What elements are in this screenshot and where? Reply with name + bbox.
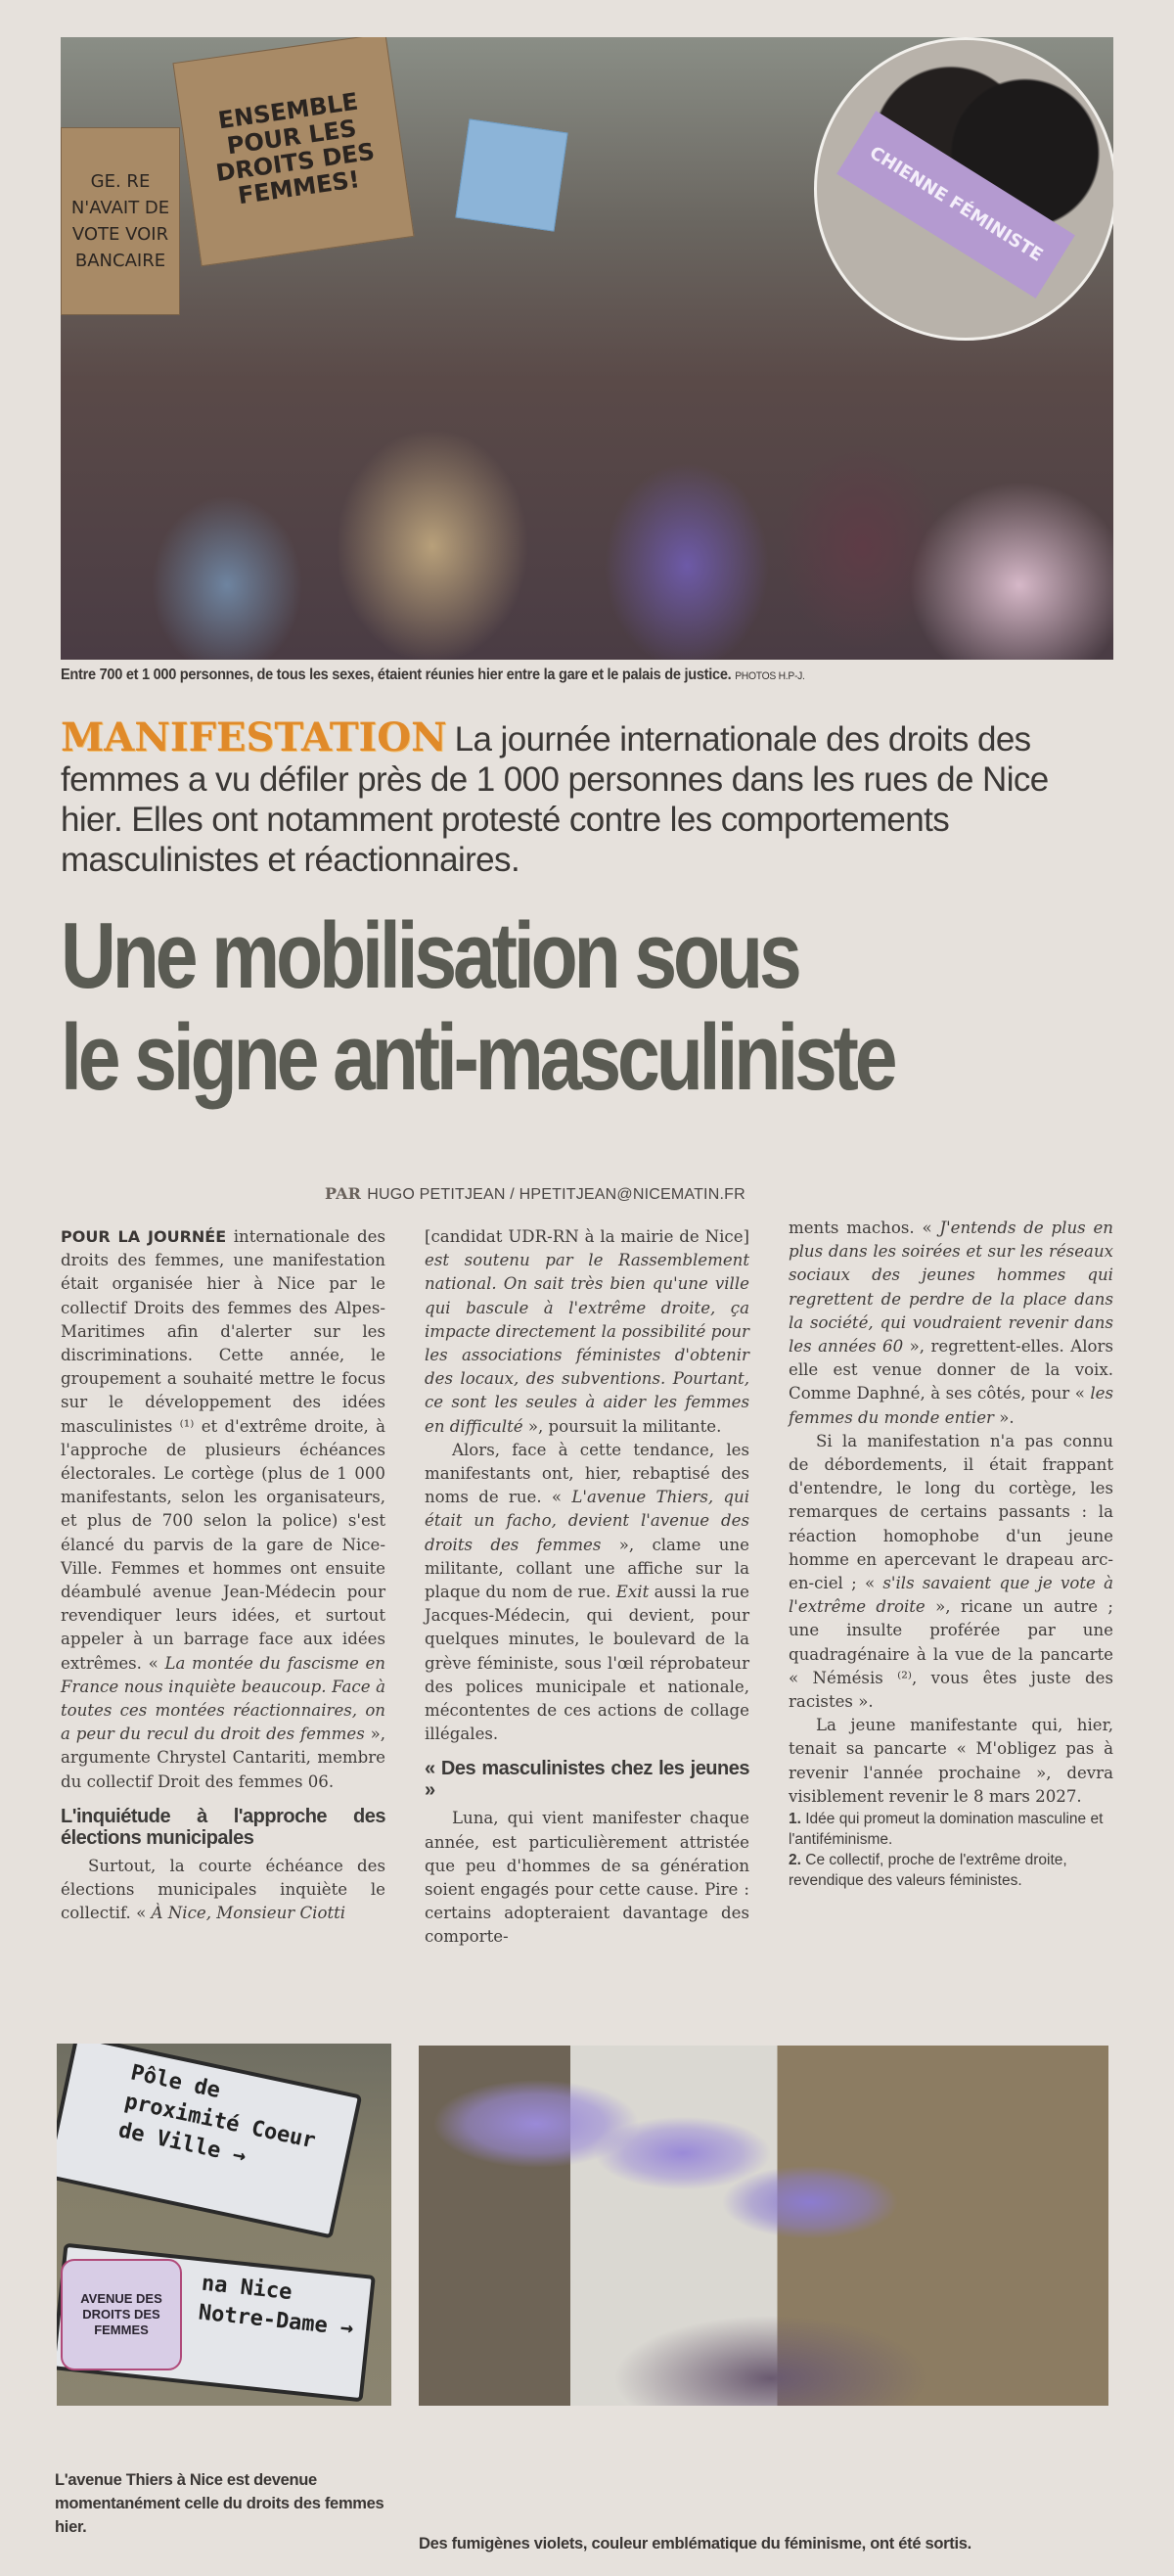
- photo-credit: PHOTOS H.P-J.: [735, 670, 805, 682]
- paragraph: Luna, qui vient manifester chaque année, est particulièrement attristée que peu d'hommes de sa génération soient engagés pour cette cause. Pire : certains adopteraient davantage des comporte-: [425, 1809, 749, 1947]
- paragraph: ments machos. « J'entends de plus en plus dans les soirées et sur les réseaux sociaux des jeunes hommes qui regrettent de perdre de la place dans la société, qui voudraient revenir dans les années 60 », regrettent-elles. Alors elle est venue donner de la voix. Comme Daphné, à ses côtés, pour « les femmes du monde entier ».: [789, 1219, 1113, 1427]
- page-title: [61, 905, 935, 1109]
- chapo-text: La journée internationale des droits des femmes a vu défiler près de 1 000 personnes dans les rues de Nice hier. Elles ont notamment protesté contre les comportements masculinistes et réactionnaires.: [61, 720, 1049, 879]
- subhead: « Des masculinistes chez les jeunes »: [425, 1758, 749, 1802]
- paragraph: Si la manifestation n'a pas connu de débordements, il était frappant d'entendre, le long du cortège, les remarques de certains passants : la réaction homophobe d'un jeune homme en apercevant le drapeau arc-en-ciel ; « s'ils savaient que je vote à l'extrême droite », ricane un autre ; une insulte proférée par une quadragénaire à la vue de la pancarte « Némésis ⁽²⁾, vous êtes juste des racistes ».: [789, 1431, 1113, 1712]
- smoke-flare-photo: [419, 2046, 1108, 2406]
- street-sign-photo: [57, 2044, 391, 2406]
- subhead: L'inquiétude à l'approche des élections municipales: [61, 1805, 385, 1849]
- paragraph: [candidat UDR-RN à la mairie de Nice] est soutenu par le Rassemblement national. On sait très bien qu'une ville qui bascule à l'extrême droite, ça impacte directement la possibilité pour les associations féministes d'obtenir des locaux, des subventions. Pourtant, ce sont les seules à aider les femmes en difficulté », poursuit la militante.: [425, 1227, 749, 1436]
- footnote: 2. Ce collectif, proche de l'extrême droite, revendique des valeurs féministes.: [789, 1852, 1067, 1890]
- article-column-3: [789, 1217, 1113, 1891]
- article-column-2: [425, 1225, 749, 1950]
- hero-photo: [61, 37, 1113, 660]
- photo-caption: Des fumigènes violets, couleur emblématique du féminisme, ont été sortis.: [419, 2535, 971, 2553]
- hero-caption-text: Entre 700 et 1 000 personnes, de tous les sexes, étaient réunies hier entre la gare et le palais de justice.: [61, 667, 732, 683]
- protest-sign-left: GE. RE N'AVAIT DE VOTE VOIR BANCAIRE: [61, 127, 180, 315]
- paragraph: POUR LA JOURNÉE internationale des droits des femmes, une manifestation était organisée hier à Nice par le collectif Droits des femmes des Alpes-Maritimes afin d'alerter sur les discriminations. Cette année, le groupement a souhaité mettre le focus sur le développement des idées masculinistes ⁽¹⁾ et d'extrême droite, à l'approche de plusieurs échéances électorales. Le cortège (plus de 1 000 manifestants, selon les organisateurs, et plus de 700 selon la police) s'est élancé du parvis de la gare de Nice-Ville. Femmes et hommes ont ensuite déambulé avenue Jean-Médecin pour revendiquer leurs idées, et surtout appeler à un barrage face aux idées extrêmes. « La montée du fascisme en France nous inquiète beaucoup. Face à toutes ces montées réactionnaires, on a peur du recul du droit des femmes », argumente Chrystel Cantariti, membre du collectif Droit des femmes 06.: [61, 1227, 385, 1791]
- street-name-sticker: AVENUE DES DROITS DES FEMMES: [61, 2259, 182, 2370]
- road-sign: Pôle de proximité Coeur de Ville →: [57, 2044, 362, 2239]
- protest-sign-blue: [455, 118, 567, 231]
- dog-inset-photo: [814, 37, 1113, 341]
- protest-sign-main: ENSEMBLE POUR LES DROITS DES FEMMES!: [172, 37, 414, 266]
- kicker: MANIFESTATION: [61, 714, 447, 760]
- article-column-1: [61, 1225, 385, 1925]
- headline-line-1: Une mobilisation sous: [61, 903, 798, 1008]
- paragraph: Alors, face à cette tendance, les manifestants ont, hier, rebaptisé des noms de rue. « L'avenue Thiers, qui était un facho, devient l'avenue des droits des femmes », clame une militante, collant une affiche sur la plaque du nom de rue. Exit aussi la rue Jacques-Médecin, qui devient, pour quelques minutes, le boulevard de la grève féministe, sous l'œil réprobateur des polices municipale et nationale, mécontentes de ces actions de collage illégales.: [425, 1440, 749, 1744]
- footnotes: [789, 1809, 1113, 1891]
- chapo: [61, 714, 1117, 880]
- dog-sign: CHIENNE FÉMINISTE: [836, 111, 1075, 299]
- paragraph: La jeune manifestante qui, hier, tenait sa pancarte « M'obligez pas à revenir l'année prochaine », devra visiblement revenir le 8 mars 2027.: [789, 1716, 1113, 1806]
- road-sign: na Nice Notre-Dame →: [57, 2243, 376, 2403]
- lead-caps: POUR LA JOURNÉE: [61, 1227, 227, 1246]
- byline-prefix: PAR: [325, 1184, 362, 1203]
- footnote: 1. Idée qui promeut la domination masculine et l'antiféminisme.: [789, 1811, 1104, 1849]
- byline: [325, 1184, 745, 1204]
- photo-caption: L'avenue Thiers à Nice est devenue momentanément celle du droits des femmes hier.: [55, 2471, 384, 2536]
- paragraph: Surtout, la courte échéance des élections municipales inquiète le collectif. « À Nice, Monsieur Ciotti: [61, 1856, 385, 1923]
- byline-author: HUGO PETITJEAN / HPETITJEAN@NICEMATIN.FR: [367, 1186, 745, 1203]
- headline-line-2: le signe anti-masculiniste: [61, 1005, 894, 1110]
- hero-caption: [61, 667, 805, 684]
